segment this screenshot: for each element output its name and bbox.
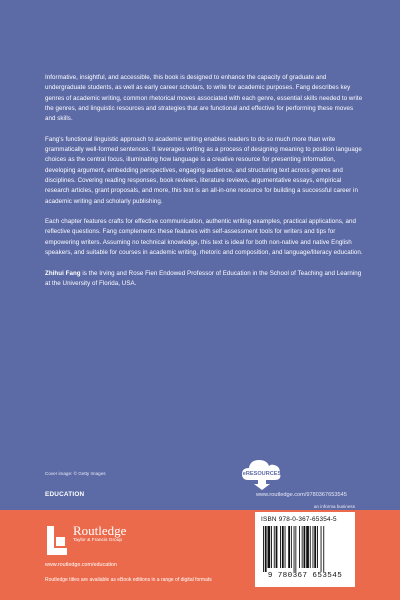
eresources-label: eRESOURCES xyxy=(242,471,282,477)
author-name: Zhihui Fang xyxy=(45,269,81,277)
isbn-barcode-panel xyxy=(255,512,355,587)
cover-image-credit: Cover image: © Getty Images xyxy=(45,471,106,476)
blurb-paragraph-3: Each chapter features crafts for effective communication, authentic writing examples, practical applications, and reflective questions. Fang complements these features with self-assessment tools for writers and tips for empowering writers. Assuming no technical knowledge, this text is ideal for both non-native and native English speakers, and suitable for courses in academic writing, rhetoric and composition, and language/literacy education. xyxy=(45,218,363,257)
barcode-icon xyxy=(261,526,349,572)
publisher-name: Routledge xyxy=(73,523,127,538)
eresources-url[interactable]: www.routledge.com/9780367653545 xyxy=(256,492,347,498)
blurb xyxy=(45,73,363,300)
subject-category: EDUCATION xyxy=(45,491,85,498)
ebook-note: Routledge titles are available as eBook editions in a range of digital formats xyxy=(45,577,212,583)
informa-tagline: an informa business xyxy=(313,504,355,509)
routledge-logo-icon xyxy=(45,524,69,558)
publisher-group: Taylor & Francis Group xyxy=(73,538,123,543)
author-bio-paragraph xyxy=(45,269,363,290)
eresources-cloud-icon xyxy=(240,454,284,490)
blurb-paragraph-2: Fang's functional linguistic approach to academic writing enables readers to do so much more than write grammatically well-formed sentences. It leverages writing as a process of designing meaning to position language choices as the central focus, illuminating how language is a creative resource for presenting information, developing argument, embedding perspectives, engaging audience, and structuring text across genres and disciplines. Covering reading responses, book reviews, literature reviews, argumentative essays, empirical research articles, grant proposals, and more, this text is an all-in-one resource for building a successful career in academic writing and scholarly publishing. xyxy=(45,135,362,205)
publisher-url[interactable]: www.routledge.com/education xyxy=(45,562,117,568)
blurb-paragraph-1: Informative, insightful, and accessible, this book is designed to enhance the capacity of graduate and undergraduate students, as well as early career scholars, to write for academic purposes. Fang describes key genres of academic writing, common rhetorical moves associated with each genre, essential skills needed to write the genres, and linguistic resources and strategies that are functional and effective for performing these moves and skills. xyxy=(45,74,363,123)
author-bio: is the Irving and Rose Fien Endowed Professor of Education in the School of Teaching and Learning at the University of Florida, USA. xyxy=(45,269,362,287)
isbn-label: ISBN 978-0-367-65354-5 xyxy=(261,516,337,523)
barcode-number: 9 780367 653545 xyxy=(267,572,343,580)
